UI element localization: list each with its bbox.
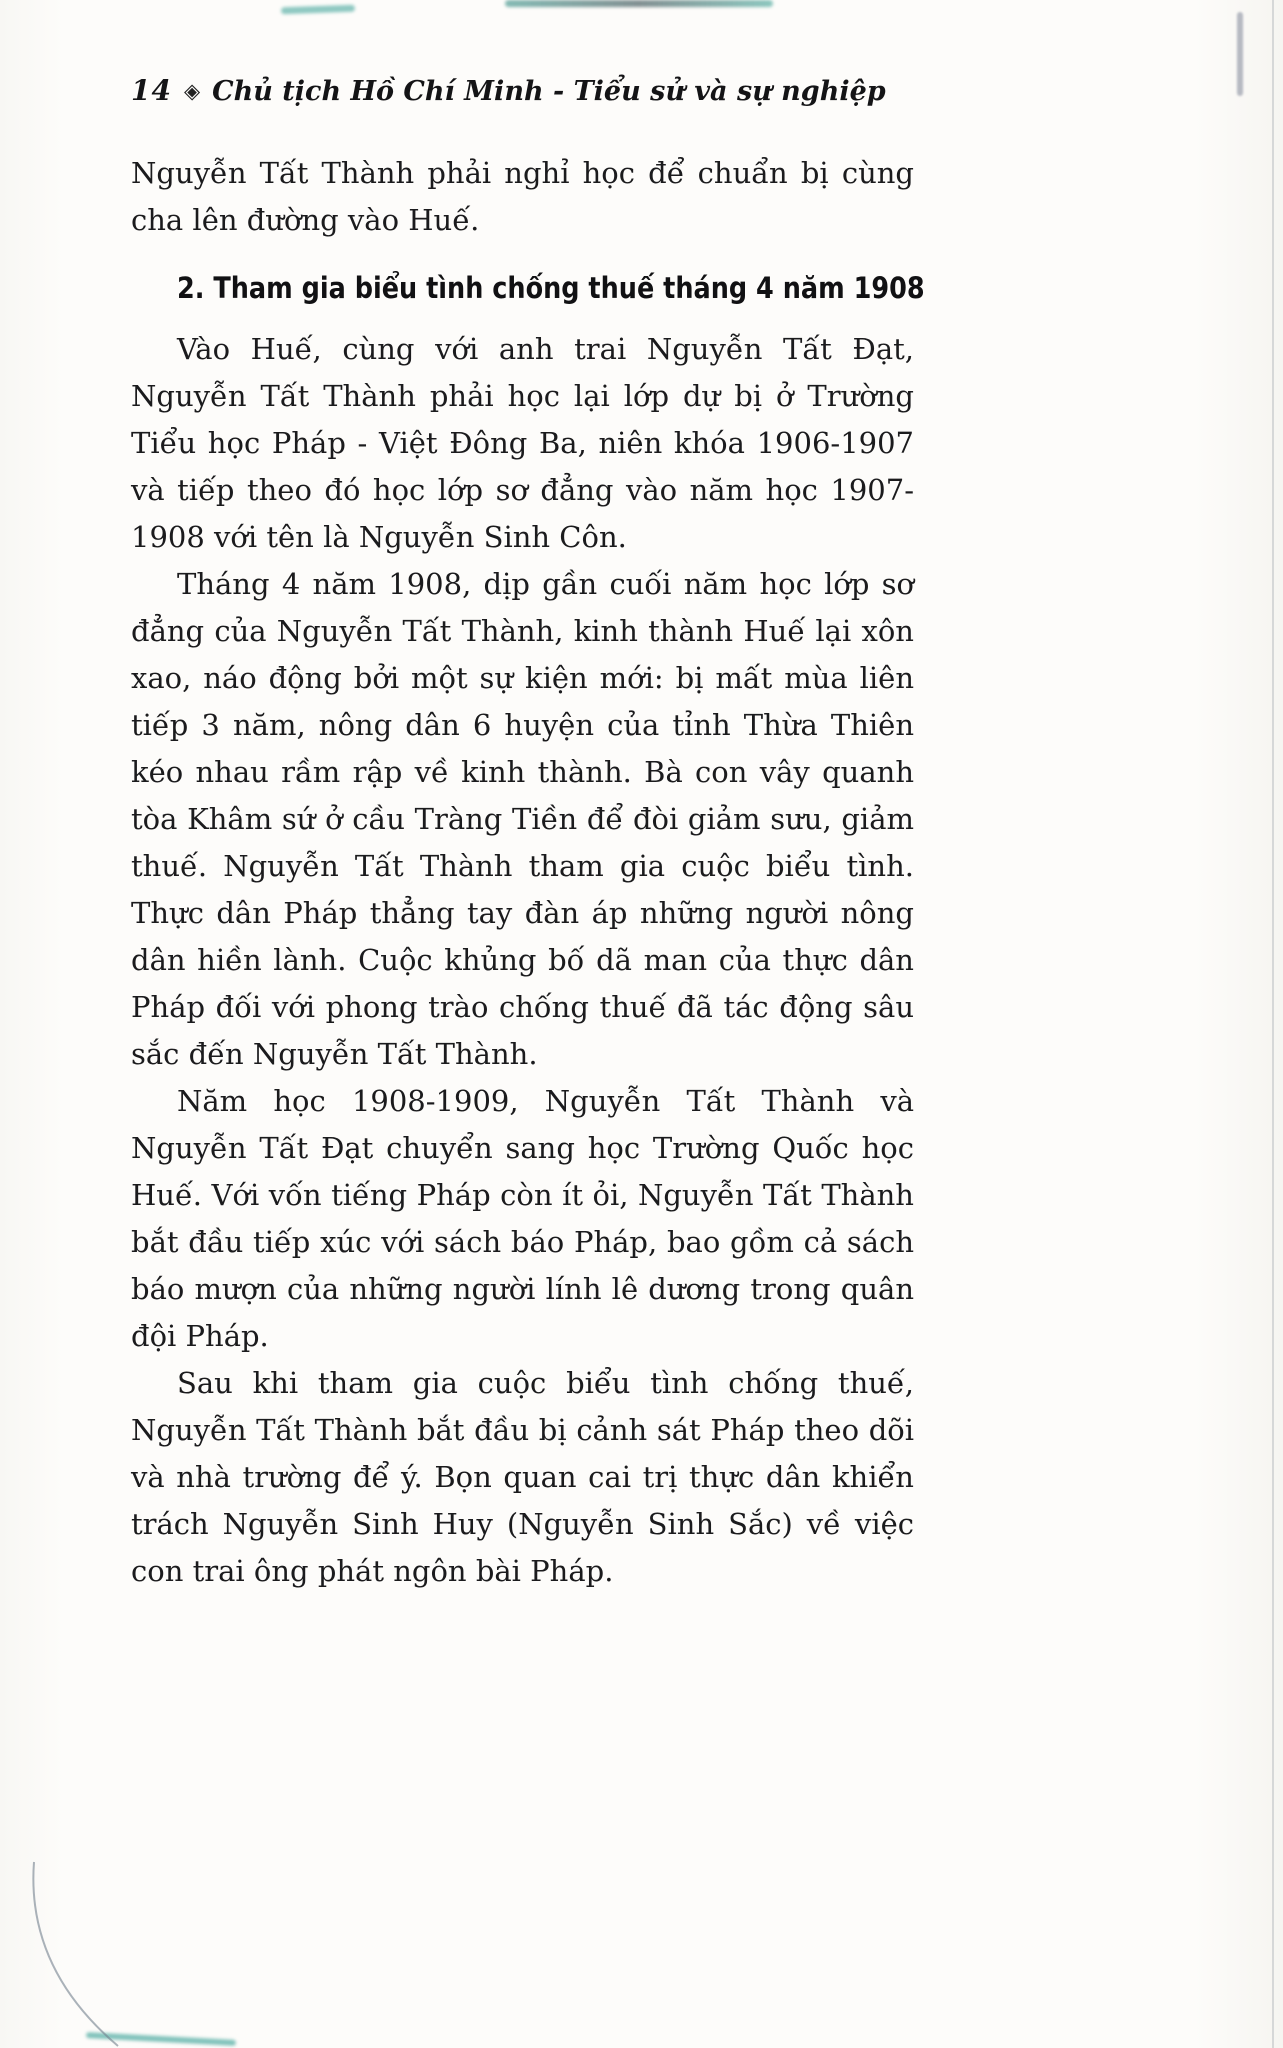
continued-paragraph: Nguyễn Tất Thành phải nghỉ học để chuẩn bị cùng cha lên đường vào Huế. [131, 156, 914, 237]
body-paragraph: Sau khi tham gia cuộc biểu tình chống thuế, Nguyễn Tất Thành bắt đầu bị cảnh sát Pháp theo dõi và nhà trường để ý. Bọn quan cai trị thực dân khiển trách Nguyễn Sinh Huy (Nguyễn Sinh Sắc) về việc con trai ông phát ngôn bài Pháp. [131, 1366, 914, 1588]
scan-smudge-top-center [505, 0, 773, 7]
scan-streak-top-right [1237, 12, 1243, 96]
running-header-book-title: Chủ tịch Hồ Chí Minh - Tiểu sử và sự nghiệp [212, 76, 886, 107]
running-header [131, 74, 886, 107]
scan-edge-line-right [1272, 0, 1274, 2048]
scan-smudge-bottom [86, 2032, 236, 2046]
body-paragraph: Tháng 4 năm 1908, dịp gần cuối năm học lớp sơ đẳng của Nguyễn Tất Thành, kinh thành Huế lại xôn xao, náo động bởi một sự kiện mới: bị mất mùa liên tiếp 3 năm, nông dân 6 huyện của tỉnh Thừa Thiên kéo nhau rầm rập về kinh thành. Bà con vây quanh tòa Khâm sứ ở cầu Tràng Tiền để đòi giảm sưu, giảm thuế. Nguyễn Tất Thành tham gia cuộc biểu tình. Thực dân Pháp thẳng tay đàn áp những người nông dân hiền lành. Cuộc khủng bố dã man của thực dân Pháp đối với phong trào chống thuế đã tác động sâu sắc đến Nguyễn Tất Thành. [131, 567, 914, 1071]
body-paragraph: Vào Huế, cùng với anh trai Nguyễn Tất Đạt, Nguyễn Tất Thành phải học lại lớp dự bị ở Trường Tiểu học Pháp - Việt Đông Ba, niên khóa 1906-1907 và tiếp theo đó học lớp sơ đẳng vào năm học 1907-1908 với tên là Nguyễn Sinh Côn. [131, 332, 914, 554]
section-heading: 2. Tham gia biểu tình chống thuế tháng 4 năm 1908 [177, 271, 925, 305]
diamond-separator-icon: ◈ [183, 78, 201, 103]
body-paragraph: Năm học 1908-1909, Nguyễn Tất Thành và Nguyễn Tất Đạt chuyển sang học Trường Quốc học Huế. Với vốn tiếng Pháp còn ít ỏi, Nguyễn Tất Thành bắt đầu tiếp xúc với sách báo Pháp, bao gồm cả sách báo mượn của những người lính lê dương trong quân đội Pháp. [131, 1084, 914, 1353]
scan-smudge-top-left [281, 5, 355, 15]
page-text-block [131, 150, 925, 1595]
page-curl-line [0, 1848, 170, 2048]
page-number: 14 [131, 74, 172, 107]
